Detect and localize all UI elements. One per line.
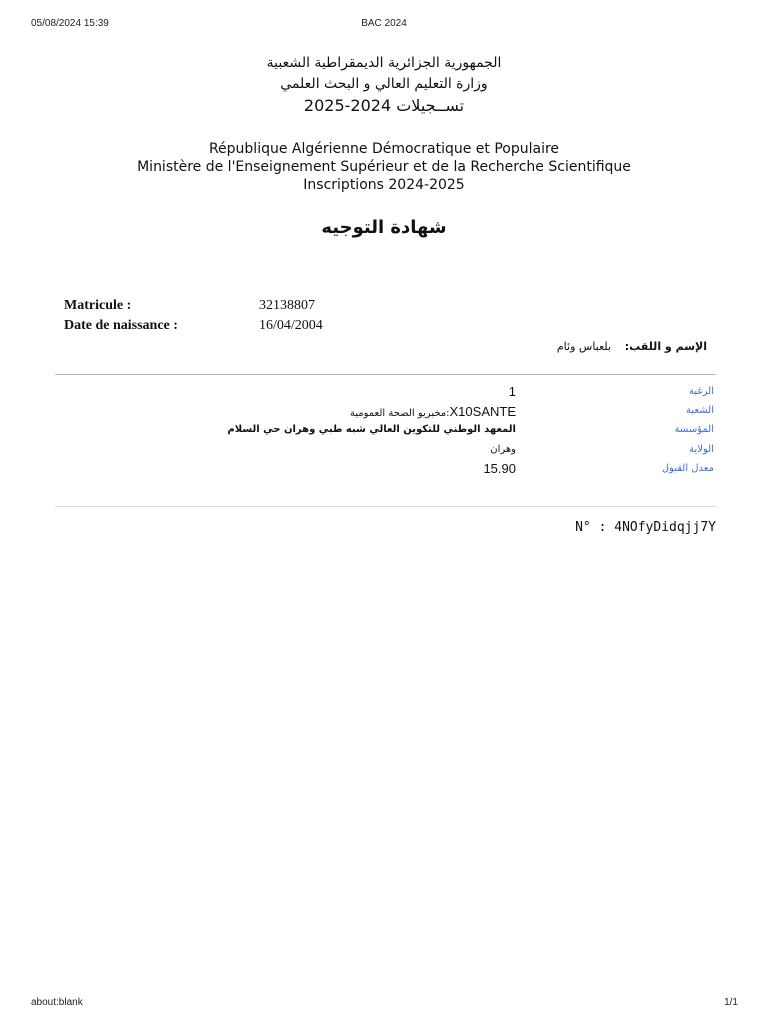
page-count: 1/1	[724, 997, 738, 1008]
header-ar-republic: الجمهورية الجزائرية الديمقراطية الشعبية	[266, 55, 502, 71]
branch-label: الشعبة	[686, 405, 714, 416]
average-label: معدل القبول	[661, 463, 714, 474]
name-label: الإسم و اللقب:	[624, 340, 707, 353]
section-divider-bottom	[55, 506, 716, 507]
matricule-label: Matricule :	[64, 298, 132, 313]
print-datetime: 05/08/2024 15:39	[31, 18, 109, 29]
wilaya-label: الولاية	[689, 444, 714, 455]
section-divider-top	[55, 374, 716, 375]
header-ar-ministry: وزارة التعليم العالي و البحث العلمي	[280, 76, 488, 92]
branch-value	[350, 404, 516, 419]
header-fr-republic: République Algérienne Démocratique et Populaire	[208, 141, 560, 157]
document-title: شهادة التوجيه	[321, 217, 447, 238]
average-value: 15.90	[483, 461, 516, 476]
institution-label: المؤسسة	[674, 424, 714, 435]
header-fr-ministry: Ministère de l'Enseignement Supérieur et de la Recherche Scientifique	[137, 159, 631, 175]
header-ar-registrations: تســجيلات 2024-2025	[303, 96, 465, 115]
matricule-value: 32138807	[259, 298, 315, 313]
dob-value: 16/04/2004	[259, 318, 323, 333]
choice-value: 1	[508, 384, 516, 399]
branch-name: :مخبريو الصحة العمومية	[349, 408, 450, 419]
header-fr-registrations: Inscriptions 2024-2025	[303, 177, 465, 193]
print-title: BAC 2024	[361, 18, 407, 29]
wilaya-value: وهران	[490, 444, 516, 455]
reference-number: N° : 4NOfyDidqjj7Y	[575, 520, 716, 535]
print-header	[0, 18, 768, 32]
institution-value: المعهد الوطني للتكوين العالي شبه طبي وهران حي السلام	[227, 424, 516, 435]
branch-code: X10SANTE	[449, 404, 516, 419]
print-url: about:blank	[31, 997, 83, 1008]
dob-label: Date de naissance :	[64, 318, 178, 333]
name-value: بلعباس وئام	[556, 340, 611, 353]
choice-label: الرغبة	[689, 386, 714, 397]
